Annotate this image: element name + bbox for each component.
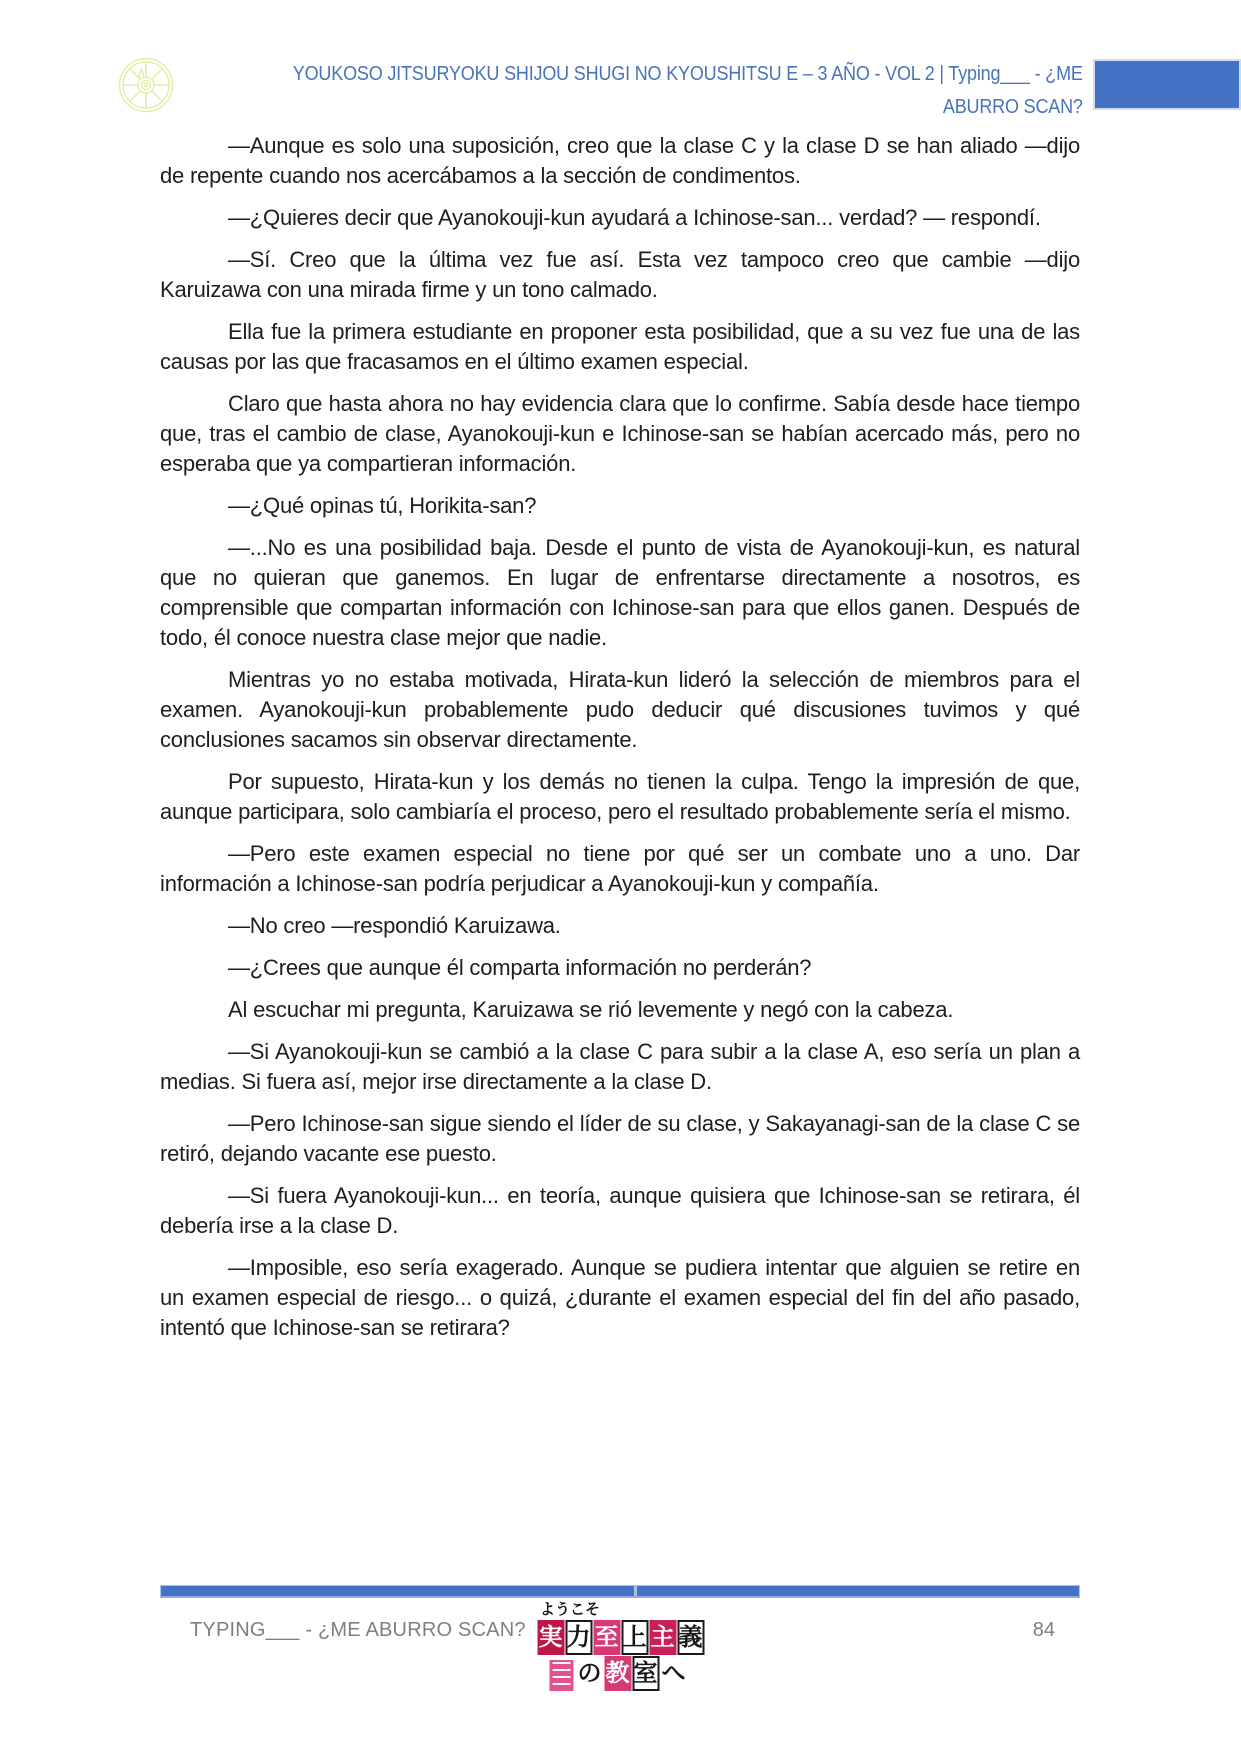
paragraph: Claro que hasta ahora no hay evidencia clara que lo confirme. Sabía desde hace tiempo que, tras el cambio de clase, Ayanokouji-kun e Ichinose-san se habían acercado más, pero no esperaba que ya compartieran información. — [160, 391, 1080, 476]
document-body — [160, 131, 1080, 1355]
page-number: 84 — [1032, 1619, 1055, 1641]
scan-wheel-logo-icon — [117, 56, 175, 114]
paragraph: Por supuesto, Hirata-kun y los demás no tienen la culpa. Tengo la impresión de que, aunque participara, solo cambiaría el proceso, pero el resultado probablemente sería el mismo. — [160, 769, 1080, 824]
header-blue-rectangle — [1093, 59, 1241, 110]
cote-logo-caption-block — [549, 1660, 573, 1691]
cote-logo-tile: 義 — [677, 1620, 704, 1655]
footer-bar-seam — [634, 1586, 637, 1596]
paragraph: —¿Crees que aunque él comparta información no perderán? — [228, 955, 812, 980]
paragraph: —Sí. Creo que la última vez fue así. Esta vez tampoco creo que cambie —dijo Karuizawa con una mirada firme y un tono calmado. — [160, 247, 1080, 302]
cote-logo-row1 — [537, 1620, 704, 1655]
header-title-line1: YOUKOSO JITSURYOKU SHIJOU SHUGI NO KYOUSHITSU E – 3 AÑO - VOL 2 | Typing___ - ¿ME — [293, 63, 1083, 85]
paragraph: —...No es una posibilidad baja. Desde el punto de vista de Ayanokouji-kun, es natural que no quieran que ganemos. En lugar de enfrentarse directamente a nosotros, es comprensible que compartan información con Ichinose-san para que ellos ganen. Después de todo, él conoce nuestra clase mejor que nadie. — [160, 535, 1080, 650]
cote-series-logo — [537, 1601, 704, 1691]
header-title-line2: ABURRO SCAN? — [943, 96, 1083, 118]
cote-logo-tile: の — [577, 1659, 602, 1687]
paragraph: Mientras yo no estaba motivada, Hirata-kun lideró la selección de miembros para el examen. Ayanokouji-kun probablemente pudo deducir qué discusiones tuvimos y qué conclusiones sacamos sin observar directamente. — [160, 667, 1080, 752]
paragraph: —Pero este examen especial no tiene por qué ser un combate uno a uno. Dar información a Ichinose-san podría perjudicar a Ayanokouji-kun y compañía. — [160, 841, 1080, 896]
paragraph: —Pero Ichinose-san sigue siendo el líder de su clase, y Sakayanagi-san de la clase C se retiró, dejando vacante ese puesto. — [160, 1111, 1080, 1166]
cote-logo-tile: 上 — [621, 1620, 648, 1655]
cote-logo-tile: へ — [661, 1659, 686, 1687]
cote-logo-tile: 至 — [593, 1620, 620, 1655]
paragraph: Al escuchar mi pregunta, Karuizawa se rió levemente y negó con la cabeza. — [228, 997, 954, 1022]
header-title — [293, 58, 1083, 124]
paragraph: —Si Ayanokouji-kun se cambió a la clase C para subir a la clase A, eso sería un plan a medias. Si fuera así, mejor irse directamente a la clase D. — [160, 1039, 1080, 1094]
footer-divider-bar — [160, 1585, 1080, 1598]
paragraph: —Si fuera Ayanokouji-kun... en teoría, aunque quisiera que Ichinose-san se retirara, él debería irse a la clase D. — [160, 1183, 1080, 1238]
cote-logo-row2 — [549, 1656, 687, 1691]
paragraph: —Aunque es solo una suposición, creo que la clase C y la clase D se han aliado —dijo de repente cuando nos acercábamos a la sección de condimentos. — [160, 133, 1080, 188]
footer-scan-label: TYPING___ - ¿ME ABURRO SCAN? — [190, 1619, 526, 1641]
cote-logo-top-text: ようこそ — [540, 1601, 601, 1618]
paragraph: —No creo —respondió Karuizawa. — [228, 913, 561, 938]
paragraph: —¿Qué opinas tú, Horikita-san? — [228, 493, 537, 518]
paragraph: Ella fue la primera estudiante en proponer esta posibilidad, que a su vez fue una de las causas por las que fracasamos en el último examen especial. — [160, 319, 1080, 374]
cote-logo-tile: 主 — [649, 1620, 676, 1655]
cote-logo-tile: 教 — [604, 1656, 631, 1691]
cote-logo-tile: 力 — [565, 1620, 592, 1655]
paragraph: —Imposible, eso sería exagerado. Aunque se pudiera intentar que alguien se retire en un examen especial de riesgo... o quizá, ¿durante el examen especial del fin del año pasado, intentó que Ichinose-san se retirara? — [160, 1255, 1080, 1340]
cote-logo-tile: 実 — [537, 1620, 564, 1655]
paragraph: —¿Quieres decir que Ayanokouji-kun ayudará a Ichinose-san... verdad? — respondí. — [228, 205, 1041, 230]
cote-logo-tile: 室 — [632, 1656, 659, 1691]
